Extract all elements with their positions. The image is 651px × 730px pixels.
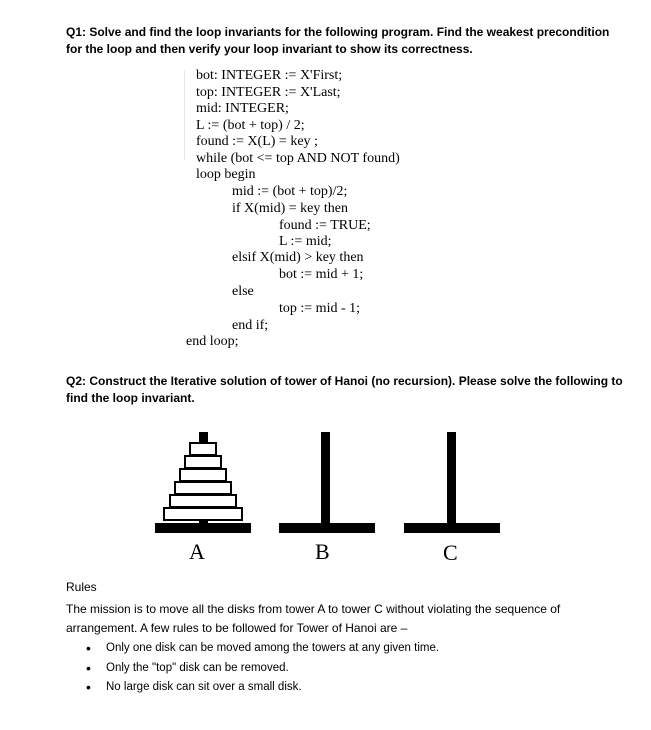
rule-item: • Only one disk can be moved among the towers at any given time. bbox=[86, 640, 439, 660]
code-line: if X(mid) = key then bbox=[232, 201, 348, 216]
towers-drawing bbox=[150, 428, 510, 538]
code-margin-line bbox=[184, 70, 185, 160]
code-line: elsif X(mid) > key then bbox=[232, 250, 364, 265]
code-line: found := X(L) = key ; bbox=[196, 134, 318, 149]
question-1: Q1: Solve and find the loop invariants for the following program. Find the weakest precondition for the loop and then verify your loop invariant to show its correctness. bbox=[66, 25, 610, 56]
tower-a-base bbox=[155, 523, 251, 533]
code-line: top: INTEGER := X'Last; bbox=[196, 85, 341, 100]
disk-5 bbox=[170, 495, 236, 507]
code-line: bot := mid + 1; bbox=[279, 267, 364, 282]
tower-c-base bbox=[404, 523, 500, 533]
rules-list bbox=[86, 640, 439, 699]
code-line: top := mid - 1; bbox=[279, 301, 361, 316]
code-block bbox=[184, 66, 424, 352]
tower-b-label: B bbox=[315, 539, 330, 564]
code-line: end if; bbox=[232, 318, 269, 333]
tower-a-label: A bbox=[189, 539, 205, 564]
rules-paragraph: The mission is to move all the disks from tower A to tower C without violating the sequence of arrangement. A few rules to be followed for Tower of Hanoi are – bbox=[66, 602, 561, 635]
disk-6 bbox=[164, 508, 242, 520]
code-line: bot: INTEGER := X'First; bbox=[196, 68, 343, 83]
code-line: L := (bot + top) / 2; bbox=[196, 118, 305, 133]
rules-heading: Rules bbox=[66, 580, 97, 594]
code-line: end loop; bbox=[186, 334, 239, 349]
code-line: L := mid; bbox=[279, 234, 332, 249]
code-line: mid: INTEGER; bbox=[196, 101, 289, 116]
question-2: Q2: Construct the Iterative solution of tower of Hanoi (no recursion). Please solve the following to find the loop invariant. bbox=[66, 374, 623, 405]
code-line: while (bot <= top AND NOT found) bbox=[196, 151, 400, 166]
disk-1 bbox=[190, 443, 216, 455]
tower-b-peg bbox=[321, 432, 330, 524]
tower-b-base bbox=[279, 523, 375, 533]
rule-item: • Only the "top" disk can be removed. bbox=[86, 660, 439, 680]
code-line: loop begin bbox=[196, 167, 256, 182]
tower-a-disks bbox=[164, 443, 242, 520]
disk-2 bbox=[185, 456, 221, 468]
code-line: else bbox=[232, 284, 254, 299]
rule-item: • No large disk can sit over a small disk. bbox=[86, 679, 439, 699]
tower-c-label: C bbox=[443, 540, 458, 565]
tower-of-hanoi-figure bbox=[150, 428, 510, 568]
code-line: found := TRUE; bbox=[279, 218, 371, 233]
tower-c-peg bbox=[447, 432, 456, 524]
disk-3 bbox=[180, 469, 226, 481]
disk-4 bbox=[175, 482, 231, 494]
code-line: mid := (bot + top)/2; bbox=[232, 184, 348, 199]
